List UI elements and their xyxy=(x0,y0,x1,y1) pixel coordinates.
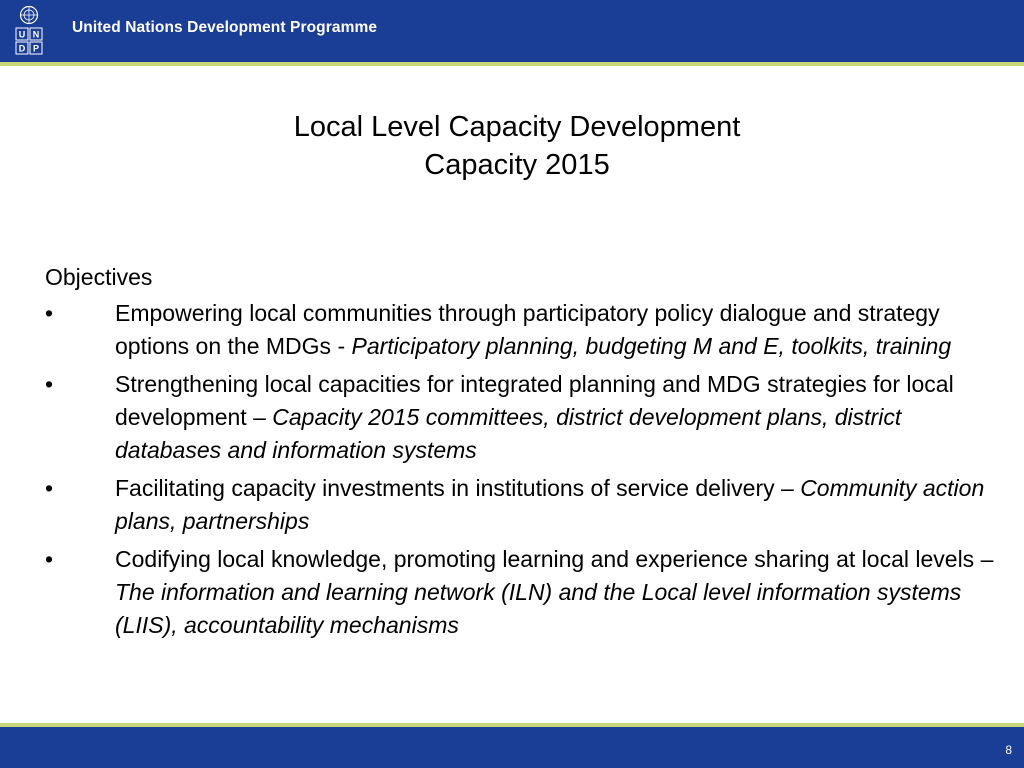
title-line-1: Local Level Capacity Development xyxy=(293,111,741,143)
bullet-mark: • xyxy=(45,546,54,572)
logo-letter-p: P xyxy=(32,43,40,54)
logo-letter-n: N xyxy=(32,29,40,40)
bullet-emphasis: Participatory planning, budgeting M and E, toolkits, training xyxy=(351,333,952,359)
logo-letter-d: D xyxy=(18,43,26,54)
footer-bar xyxy=(0,727,1024,768)
bullet-item xyxy=(45,472,1010,538)
header-accent-line xyxy=(0,62,1024,66)
bullet-text: Facilitating capacity investments in institutions of service delivery – xyxy=(115,475,801,501)
bullet-emphasis: Community action plans, partnerships xyxy=(115,475,985,534)
slide-content xyxy=(45,262,1010,647)
title-line-2: Capacity 2015 xyxy=(424,149,610,181)
bullet-emphasis: Capacity 2015 committees, district development plans, district databases and information systems xyxy=(115,404,902,463)
bullet-text: Codifying local knowledge, promoting learning and experience sharing at local levels – xyxy=(115,546,994,572)
undp-logo xyxy=(14,5,44,57)
bullet-item xyxy=(45,368,1010,467)
bullet-mark: • xyxy=(45,475,54,501)
bullet-item xyxy=(45,297,1010,363)
slide-title xyxy=(0,108,1024,184)
header-bar xyxy=(0,0,1024,62)
bullet-item xyxy=(45,543,1010,642)
bullet-emphasis: The information and learning network (ILN) and the Local level information systems (LIIS), accountability mechanisms xyxy=(115,579,962,638)
bullet-mark: • xyxy=(45,300,54,326)
page-number: 8 xyxy=(1005,743,1012,757)
logo-letter-u: U xyxy=(18,29,26,40)
objectives-heading: Objectives xyxy=(45,264,153,290)
bullet-text: Empowering local communities through participatory policy dialogue and strategy options on the MDGs - xyxy=(115,300,940,359)
org-name: United Nations Development Programme xyxy=(72,19,378,36)
bullet-mark: • xyxy=(45,371,54,397)
bullet-text: Strengthening local capacities for integrated planning and MDG strategies for local development – xyxy=(115,371,954,430)
